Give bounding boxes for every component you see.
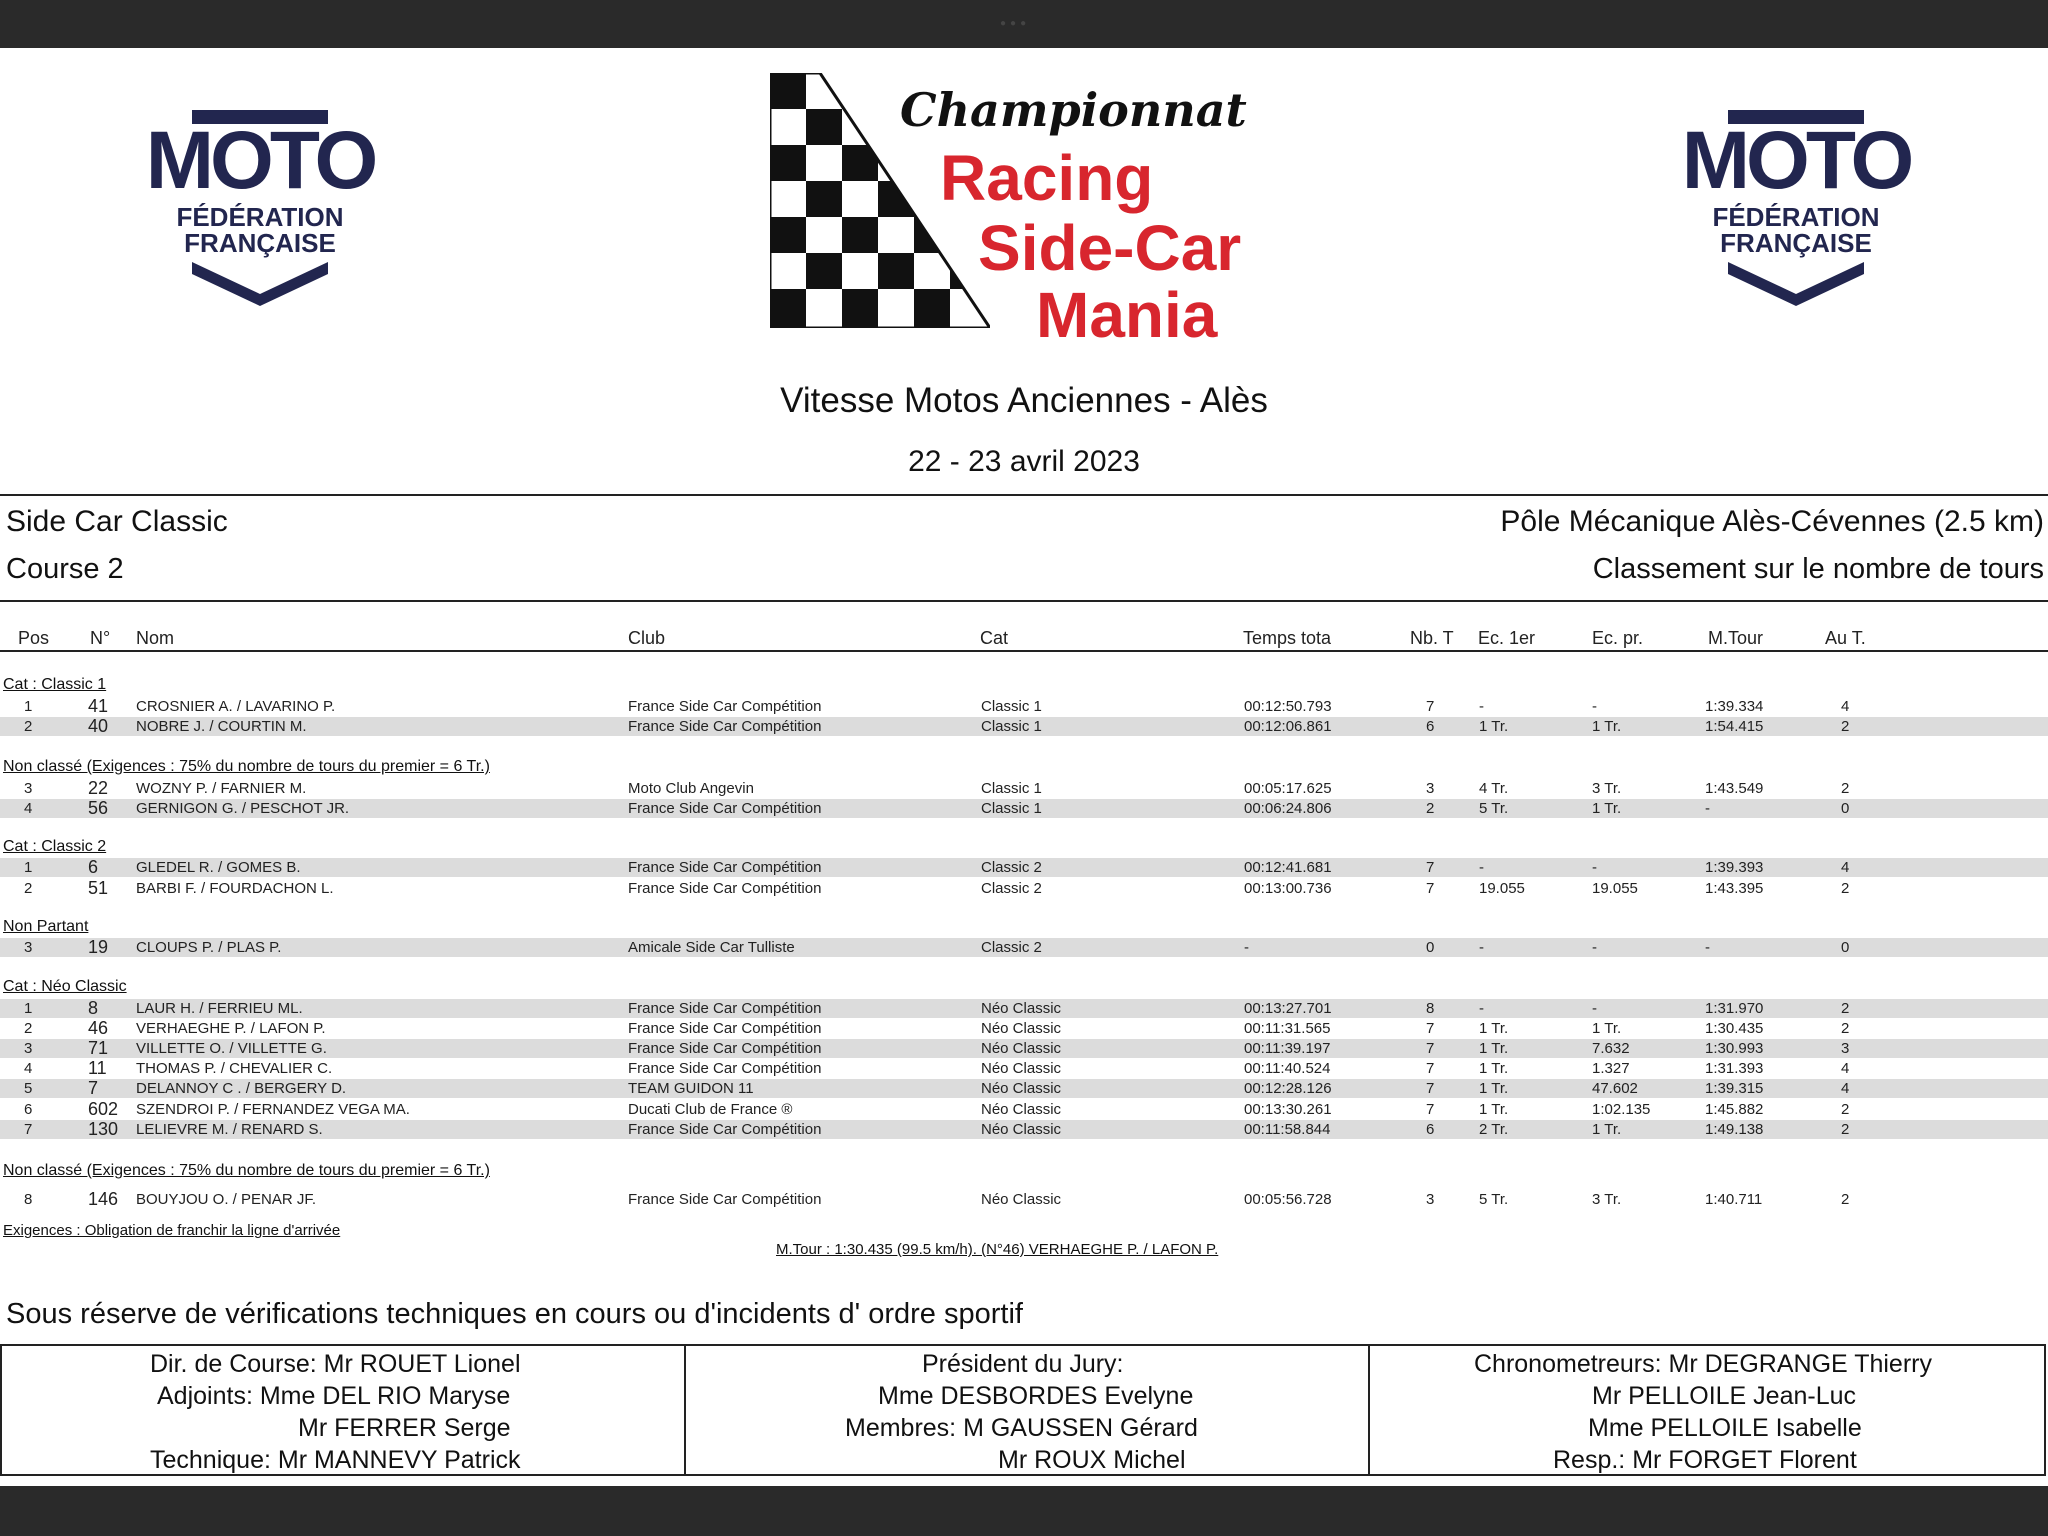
cell-mtour: 1:40.711 <box>1705 1191 1763 1208</box>
cell-mtour: 1:45.882 <box>1705 1101 1764 1118</box>
cell-mtour: - <box>1705 939 1710 956</box>
ffm-logo-right-icon <box>1666 106 1926 306</box>
cell-mtour: 1:39.315 <box>1705 1080 1764 1097</box>
table-row <box>0 1079 2048 1098</box>
cell-num: 40 <box>88 716 109 736</box>
cell-ecpr: 1 Tr. <box>1592 718 1622 735</box>
table-row <box>0 717 2048 736</box>
cell-nom: CLOUPS P. / PLAS P. <box>136 939 282 956</box>
section-classic-2: Cat : Classic 2 <box>3 838 107 855</box>
cell-nom: LELIEVRE M. / RENARD S. <box>136 1121 323 1138</box>
cell-pos: 3 <box>24 939 33 956</box>
cell-ecpr: 19.055 <box>1592 880 1638 897</box>
cell-pos: 4 <box>24 800 33 817</box>
official-line: Resp.: Mr FORGET Florent <box>1553 1446 1857 1474</box>
col-pos: Pos <box>18 628 50 648</box>
cell-aut: 4 <box>1841 859 1850 876</box>
cell-ec1: 4 Tr. <box>1479 780 1509 797</box>
cell-nbt: 7 <box>1426 859 1435 876</box>
cell-num: 22 <box>88 778 109 798</box>
cell-nbt: 7 <box>1426 1080 1435 1097</box>
cell-aut: 2 <box>1841 780 1850 797</box>
cell-num: 130 <box>88 1119 119 1139</box>
table-row <box>0 938 2048 957</box>
cell-aut: 4 <box>1841 1060 1850 1077</box>
cell-nom: GLEDEL R. / GOMES B. <box>136 859 301 876</box>
cell-pos: 1 <box>24 1000 33 1017</box>
race-name: Side Car Classic <box>6 505 228 538</box>
cell-pos: 1 <box>24 859 33 876</box>
table-row <box>0 779 2048 798</box>
cell-club: Amicale Side Car Tulliste <box>628 939 795 956</box>
cell-nbt: 8 <box>1426 1000 1435 1017</box>
cell-nom: NOBRE J. / COURTIN M. <box>136 718 307 735</box>
official-line: Technique: Mr MANNEVY Patrick <box>150 1446 521 1474</box>
cell-club: Ducati Club de France ® <box>628 1101 793 1118</box>
col-ecpr: Ec. pr. <box>1592 628 1644 648</box>
cell-cat: Classic 1 <box>981 780 1042 797</box>
cell-cat: Néo Classic <box>981 1191 1062 1208</box>
cell-num: 56 <box>88 798 109 818</box>
section-non-classe-2: Non classé (Exigences : 75% du nombre de tours du premier = 6 Tr.) <box>3 1162 490 1179</box>
cell-cat: Classic 2 <box>981 880 1042 897</box>
cell-num: 19 <box>88 937 109 957</box>
cell-mtour: - <box>1705 800 1710 817</box>
moto-word: MOTO <box>1681 115 1911 206</box>
official-line: Membres: M GAUSSEN Gérard <box>845 1414 1198 1442</box>
officials-box <box>0 1344 2046 1476</box>
official-line: Mme DESBORDES Evelyne <box>878 1382 1194 1410</box>
table-row <box>0 1019 2048 1038</box>
cell-nbt: 7 <box>1426 1060 1435 1077</box>
cell-nom: VILLETTE O. / VILLETTE G. <box>136 1040 327 1057</box>
cell-num: 11 <box>88 1058 107 1078</box>
cell-pos: 7 <box>24 1121 33 1138</box>
cell-nbt: 6 <box>1426 718 1435 735</box>
cell-ec1: 1 Tr. <box>1479 718 1509 735</box>
cell-pos: 1 <box>24 698 33 715</box>
cell-cat: Néo Classic <box>981 1101 1062 1118</box>
cell-nom: GERNIGON G. / PESCHOT JR. <box>136 800 350 817</box>
best-lap-note: M.Tour : 1:30.435 (99.5 km/h). (N°46) VERHAEGHE P. / LAFON P. <box>776 1241 1219 1258</box>
cell-club: France Side Car Compétition <box>628 859 822 876</box>
cell-club: France Side Car Compétition <box>628 718 822 735</box>
official-line: Chronometreurs: Mr DEGRANGE Thierry <box>1474 1350 1932 1378</box>
section-neo-classic: Cat : Néo Classic <box>3 978 127 995</box>
cell-mtour: 1:39.334 <box>1705 698 1764 715</box>
officials-col-3 <box>1370 1346 2048 1474</box>
official-line: Dir. de Course: Mr ROUET Lionel <box>150 1350 521 1378</box>
cell-cat: Néo Classic <box>981 1020 1062 1037</box>
cell-club: Moto Club Angevin <box>628 780 754 797</box>
cell-nbt: 7 <box>1426 880 1435 897</box>
cell-aut: 2 <box>1841 718 1850 735</box>
cell-nbt: 7 <box>1426 1101 1435 1118</box>
cell-club: TEAM GUIDON 11 <box>628 1080 754 1097</box>
cell-num: 602 <box>88 1099 119 1119</box>
exigences-note: Exigences : Obligation de franchir la ligne d'arrivée <box>3 1222 341 1239</box>
event-title: Vitesse Motos Anciennes - Alès <box>780 381 1268 420</box>
section-classic-1: Cat : Classic 1 <box>3 676 107 693</box>
event-date: 22 - 23 avril 2023 <box>908 445 1140 478</box>
section-non-classe-1: Non classé (Exigences : 75% du nombre de tours du premier = 6 Tr.) <box>3 758 490 775</box>
federation-word: FÉDÉRATION <box>176 202 344 232</box>
col-nbt: Nb. T <box>1410 628 1454 648</box>
cell-nom: WOZNY P. / FARNIER M. <box>136 780 307 797</box>
cell-nom: LAUR H. / FERRIEU ML. <box>136 1000 303 1017</box>
cell-nom: BOUYJOU O. / PENAR JF. <box>136 1191 317 1208</box>
cell-pos: 6 <box>24 1101 33 1118</box>
cell-ec1: - <box>1479 939 1484 956</box>
cell-mtour: 1:49.138 <box>1705 1121 1764 1138</box>
cell-num: 6 <box>88 857 99 877</box>
cell-ecpr: - <box>1592 859 1597 876</box>
cell-nom: DELANNOY C . / BERGERY D. <box>136 1080 347 1097</box>
cell-club: France Side Car Compétition <box>628 880 822 897</box>
cell-cat: Néo Classic <box>981 1060 1062 1077</box>
table-row <box>0 1059 2048 1078</box>
cell-aut: 4 <box>1841 1080 1850 1097</box>
cell-ecpr: 3 Tr. <box>1592 780 1622 797</box>
col-cat: Cat <box>980 628 1009 648</box>
cell-nom: SZENDROI P. / FERNANDEZ VEGA MA. <box>136 1101 410 1118</box>
cell-pos: 2 <box>24 718 33 735</box>
reserve-statement: Sous réserve de vérifications techniques en cours ou d'incidents d' ordre sportif <box>6 1298 1023 1330</box>
cell-temps: 00:11:40.524 <box>1244 1060 1331 1077</box>
table-row <box>0 1190 2048 1209</box>
official-line: Adjoints: Mme DEL RIO Maryse <box>157 1382 511 1410</box>
divider <box>0 600 2048 602</box>
cell-ec1: 1 Tr. <box>1479 1060 1509 1077</box>
cell-club: France Side Car Compétition <box>628 1000 822 1017</box>
cell-aut: 2 <box>1841 1000 1850 1017</box>
cell-aut: 2 <box>1841 1101 1850 1118</box>
federation-word: FÉDÉRATION <box>1712 202 1880 232</box>
cell-temps: 00:13:30.261 <box>1244 1101 1332 1118</box>
cell-nom: THOMAS P. / CHEVALIER C. <box>136 1060 333 1077</box>
cell-num: 7 <box>88 1078 99 1098</box>
cell-ec1: 1 Tr. <box>1479 1101 1509 1118</box>
cell-mtour: 1:43.395 <box>1705 880 1764 897</box>
official-line: Mr FERRER Serge <box>298 1414 511 1442</box>
table-row <box>0 1100 2048 1119</box>
cell-nbt: 3 <box>1426 1191 1435 1208</box>
cell-nom: CROSNIER A. / LAVARINO P. <box>136 698 336 715</box>
cell-cat: Classic 1 <box>981 800 1042 817</box>
cell-ec1: 1 Tr. <box>1479 1040 1509 1057</box>
cell-temps: 00:12:50.793 <box>1244 698 1332 715</box>
cell-temps: 00:12:28.126 <box>1244 1080 1332 1097</box>
cell-pos: 2 <box>24 1020 33 1037</box>
cell-pos: 4 <box>24 1060 33 1077</box>
col-mtour: M.Tour <box>1708 628 1764 648</box>
cell-ecpr: - <box>1592 698 1597 715</box>
cell-ecpr: 7.632 <box>1592 1040 1630 1057</box>
cell-aut: 4 <box>1841 698 1850 715</box>
cell-ec1: - <box>1479 1000 1484 1017</box>
cell-ec1: - <box>1479 698 1484 715</box>
logo-mania: Mania <box>1036 279 1218 351</box>
cell-temps: 00:13:00.736 <box>1244 880 1332 897</box>
cell-club: France Side Car Compétition <box>628 1191 822 1208</box>
cell-nbt: 6 <box>1426 1121 1435 1138</box>
cell-nbt: 0 <box>1426 939 1435 956</box>
cell-ecpr: 1 Tr. <box>1592 1020 1622 1037</box>
cell-club: France Side Car Compétition <box>628 800 822 817</box>
official-line: Mr PELLOILE Jean-Luc <box>1592 1382 1857 1410</box>
table-row <box>0 858 2048 877</box>
cell-ec1: 19.055 <box>1479 880 1525 897</box>
cell-ec1: 5 Tr. <box>1479 1191 1509 1208</box>
cell-ec1: 5 Tr. <box>1479 800 1509 817</box>
cell-aut: 2 <box>1841 1121 1850 1138</box>
cell-mtour: 1:43.549 <box>1705 780 1764 797</box>
championship-logo <box>770 73 1290 351</box>
cell-ec1: 2 Tr. <box>1479 1121 1509 1138</box>
cell-pos: 8 <box>24 1191 33 1208</box>
cell-ec1: - <box>1479 859 1484 876</box>
cell-num: 8 <box>88 998 99 1018</box>
cell-mtour: 1:31.393 <box>1705 1060 1764 1077</box>
francaise-word: FRANÇAISE <box>1720 228 1872 258</box>
cell-nbt: 7 <box>1426 1020 1435 1037</box>
official-line: Mme PELLOILE Isabelle <box>1588 1414 1862 1442</box>
cell-temps: 00:13:27.701 <box>1244 1000 1332 1017</box>
cell-cat: Classic 1 <box>981 698 1042 715</box>
table-row <box>0 697 2048 716</box>
ranking-type: Classement sur le nombre de tours <box>1592 553 2044 585</box>
cell-nbt: 7 <box>1426 1040 1435 1057</box>
table-row <box>0 1120 2048 1139</box>
circuit-name: Pôle Mécanique Alès-Cévennes (2.5 km) <box>1500 505 2044 538</box>
cell-cat: Néo Classic <box>981 1040 1062 1057</box>
moto-word: MOTO <box>145 115 375 206</box>
cell-mtour: 1:54.415 <box>1705 718 1764 735</box>
cell-aut: 2 <box>1841 1020 1850 1037</box>
cell-club: France Side Car Compétition <box>628 698 822 715</box>
cell-mtour: 1:31.970 <box>1705 1000 1764 1017</box>
official-line: Mr ROUX Michel <box>998 1446 1186 1474</box>
cell-nbt: 7 <box>1426 698 1435 715</box>
cell-ecpr: 47.602 <box>1592 1080 1638 1097</box>
cell-club: France Side Car Compétition <box>628 1121 822 1138</box>
cell-pos: 5 <box>24 1080 33 1097</box>
officials-col-1 <box>2 1346 684 1474</box>
cell-cat: Classic 1 <box>981 718 1042 735</box>
col-aut: Au T. <box>1825 628 1866 648</box>
divider <box>0 650 2048 652</box>
francaise-word: FRANÇAISE <box>184 228 336 258</box>
cell-temps: 00:11:39.197 <box>1244 1040 1331 1057</box>
cell-num: 41 <box>88 696 109 716</box>
results-sheet <box>0 48 2048 1486</box>
official-line: Président du Jury: <box>922 1350 1124 1378</box>
col-num: N° <box>90 628 111 648</box>
cell-temps: - <box>1244 939 1249 956</box>
cell-aut: 3 <box>1841 1040 1850 1057</box>
table-row <box>0 799 2048 818</box>
cell-ecpr: 1 Tr. <box>1592 1121 1622 1138</box>
cell-temps: 00:12:41.681 <box>1244 859 1332 876</box>
viewer-top-bar <box>0 0 2048 48</box>
cell-num: 71 <box>88 1038 109 1058</box>
cell-pos: 3 <box>24 1040 33 1057</box>
cell-temps: 00:06:24.806 <box>1244 800 1332 817</box>
cell-cat: Néo Classic <box>981 1080 1062 1097</box>
viewer-bottom-bar <box>0 1486 2048 1536</box>
cell-num: 51 <box>88 878 109 898</box>
cell-nbt: 2 <box>1426 800 1435 817</box>
table-row <box>0 1039 2048 1058</box>
cell-mtour: 1:39.393 <box>1705 859 1764 876</box>
cell-cat: Néo Classic <box>981 1121 1062 1138</box>
cell-cat: Classic 2 <box>981 859 1042 876</box>
section-non-partant: Non Partant <box>3 918 89 935</box>
cell-aut: 0 <box>1841 939 1850 956</box>
cell-nom: BARBI F. / FOURDACHON L. <box>136 880 334 897</box>
cell-num: 46 <box>88 1018 109 1038</box>
cell-temps: 00:11:31.565 <box>1244 1020 1331 1037</box>
col-club: Club <box>628 628 666 648</box>
course-name: Course 2 <box>6 553 124 585</box>
window-dots-icon: ●●● <box>1000 18 1031 29</box>
cell-temps: 00:05:17.625 <box>1244 780 1332 797</box>
cell-ecpr: 1:02.135 <box>1592 1101 1651 1118</box>
cell-pos: 3 <box>24 780 33 797</box>
cell-club: France Side Car Compétition <box>628 1060 822 1077</box>
cell-ecpr: - <box>1592 1000 1597 1017</box>
ffm-logo-left-icon <box>130 106 390 306</box>
cell-ec1: 1 Tr. <box>1479 1020 1509 1037</box>
col-nom: Nom <box>136 628 175 648</box>
cell-pos: 2 <box>24 880 33 897</box>
cell-ecpr: 1.327 <box>1592 1060 1630 1077</box>
cell-mtour: 1:30.993 <box>1705 1040 1764 1057</box>
cell-temps: 00:11:58.844 <box>1244 1121 1331 1138</box>
table-row <box>0 879 2048 898</box>
logo-championnat: Championnat <box>900 83 1247 137</box>
cell-temps: 00:12:06.861 <box>1244 718 1332 735</box>
col-ec1: Ec. 1er <box>1478 628 1536 648</box>
logo-side-car: Side-Car <box>978 212 1242 284</box>
cell-ec1: 1 Tr. <box>1479 1080 1509 1097</box>
cell-nom: VERHAEGHE P. / LAFON P. <box>136 1020 326 1037</box>
cell-nbt: 3 <box>1426 780 1435 797</box>
cell-ecpr: 1 Tr. <box>1592 800 1622 817</box>
cell-cat: Néo Classic <box>981 1000 1062 1017</box>
cell-aut: 0 <box>1841 800 1850 817</box>
cell-aut: 2 <box>1841 880 1850 897</box>
officials-col-2 <box>686 1346 1368 1474</box>
cell-club: France Side Car Compétition <box>628 1040 822 1057</box>
cell-aut: 2 <box>1841 1191 1850 1208</box>
cell-temps: 00:05:56.728 <box>1244 1191 1332 1208</box>
logo-racing: Racing <box>940 142 1154 214</box>
cell-cat: Classic 2 <box>981 939 1042 956</box>
table-row <box>0 999 2048 1018</box>
cell-club: France Side Car Compétition <box>628 1020 822 1037</box>
cell-num: 146 <box>88 1189 119 1209</box>
cell-mtour: 1:30.435 <box>1705 1020 1764 1037</box>
divider <box>0 494 2048 496</box>
col-temps: Temps tota <box>1243 628 1332 648</box>
cell-ecpr: - <box>1592 939 1597 956</box>
cell-ecpr: 3 Tr. <box>1592 1191 1622 1208</box>
